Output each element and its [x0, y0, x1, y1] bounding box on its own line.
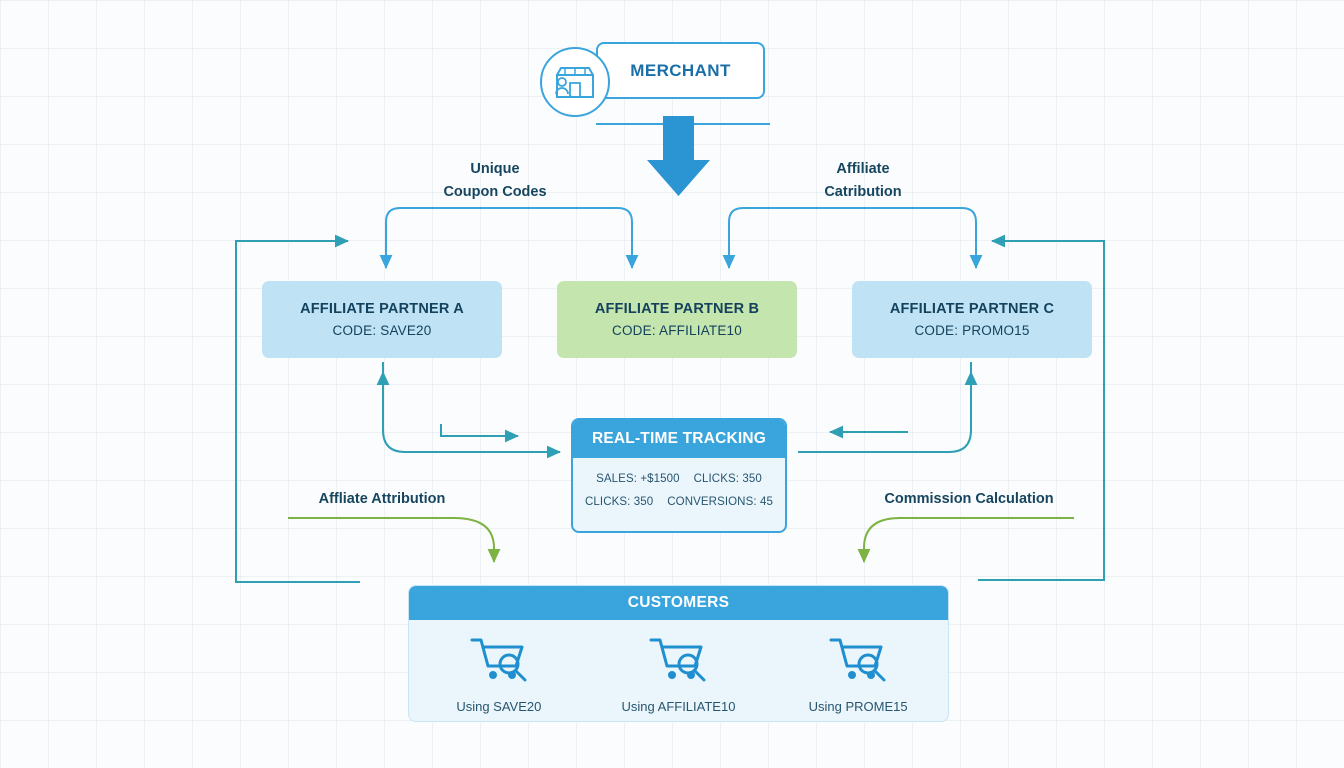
merchant-down-arrow	[647, 116, 710, 196]
customers-list	[409, 620, 948, 714]
customer-item-prome15[interactable]	[773, 634, 943, 714]
partner-b-title: AFFILIATE PARTNER B	[594, 301, 760, 317]
tracking-sales-value: +$1500	[640, 473, 680, 485]
affiliate-partner-c-card[interactable]	[852, 281, 1092, 358]
tracking-sales-label: SALES:	[596, 473, 638, 485]
customer-caption-prome15: Using PROME15	[808, 699, 908, 714]
affiliate-partner-a-card[interactable]	[262, 281, 502, 358]
real-time-tracking-panel[interactable]	[571, 418, 787, 533]
partner-b-code: CODE: AFFILIATE10	[612, 323, 742, 338]
cart-search-icon	[647, 634, 709, 687]
tracking-row-2	[581, 491, 777, 514]
affiliate-partner-b-card[interactable]	[557, 281, 797, 358]
tracking-conversions-value: 45	[759, 496, 773, 508]
tracking-header: REAL-TIME TRACKING	[573, 420, 785, 458]
customer-caption-save20: Using SAVE20	[456, 699, 542, 714]
tracking-sales	[596, 468, 679, 491]
tracking-clicks-value-2: 350	[633, 496, 654, 508]
label-catribution-line1: Affiliate	[836, 161, 890, 177]
label-catribution-line2: Catribution	[824, 184, 902, 200]
label-affiliate-attribution: Affliate Attribution	[318, 491, 446, 507]
partner-c-code: CODE: PROMO15	[914, 323, 1030, 338]
label-coupon-line2: Coupon Codes	[443, 184, 547, 200]
customer-item-save20[interactable]	[414, 634, 584, 714]
customer-caption-affiliate10: Using AFFILIATE10	[621, 699, 736, 714]
label-coupon-line1: Unique	[470, 161, 520, 177]
merchant-node[interactable]	[596, 42, 765, 99]
storefront-icon	[540, 47, 610, 117]
partner-c-title: AFFILIATE PARTNER C	[889, 301, 1055, 317]
tracking-row-1	[581, 468, 777, 491]
tracking-clicks-label-2: CLICKS:	[585, 496, 631, 508]
customers-header: CUSTOMERS	[409, 586, 948, 620]
tracking-clicks-label-1: CLICKS:	[693, 473, 740, 485]
customer-item-affiliate10[interactable]	[593, 634, 763, 714]
customers-panel[interactable]	[408, 585, 949, 722]
tracking-stats	[573, 458, 785, 514]
partner-a-title: AFFILIATE PARTNER A	[300, 301, 464, 317]
label-unique-coupon-codes	[404, 158, 586, 204]
tracking-clicks-2	[585, 491, 653, 514]
label-commission-calculation: Commission Calculation	[884, 491, 1054, 507]
tracking-conversions-label: CONVERSIONS:	[667, 496, 757, 508]
tracking-clicks-value-1: 350	[742, 473, 762, 485]
cart-search-icon	[827, 634, 889, 687]
label-affiliate-catribution	[772, 158, 954, 204]
merchant-label: MERCHANT	[630, 60, 731, 80]
tracking-conversions	[667, 491, 773, 514]
tracking-clicks-1	[694, 468, 762, 491]
partner-a-code: CODE: SAVE20	[332, 323, 432, 338]
cart-search-icon	[468, 634, 530, 687]
